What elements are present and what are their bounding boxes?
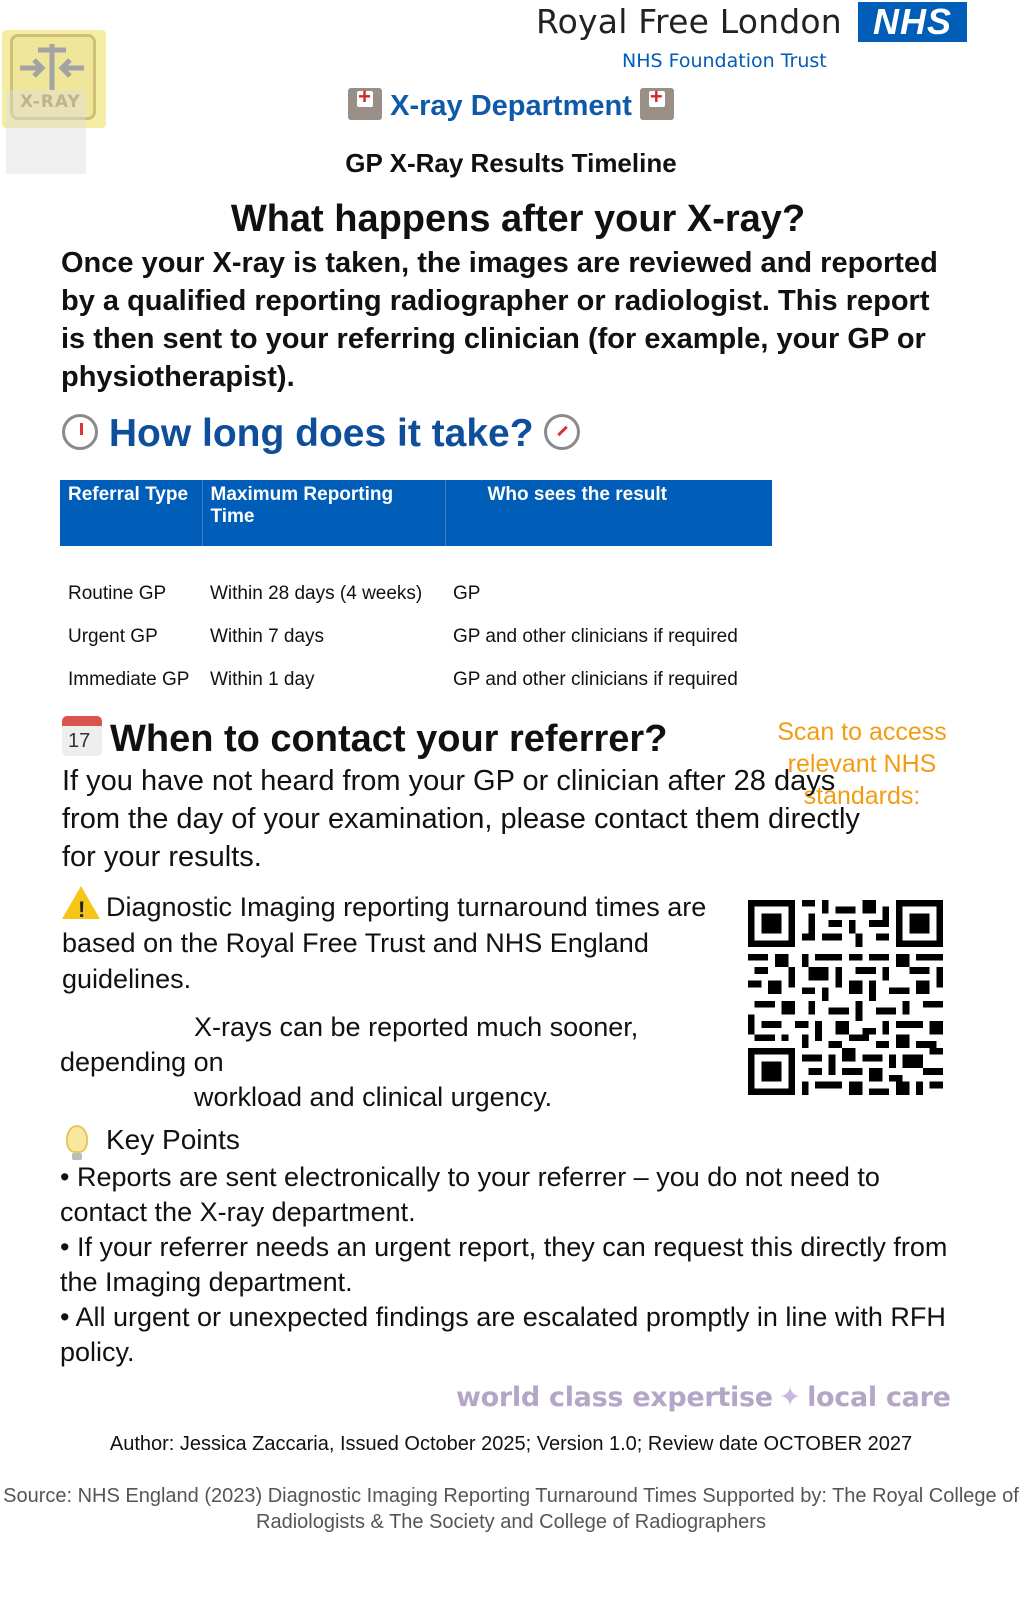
- scan-instruction: Scan to access relevant NHS standards:: [777, 718, 947, 810]
- sooner-note-line-1: X-rays can be reported much sooner,: [194, 1012, 639, 1042]
- table-cell: Within 7 days: [210, 625, 325, 647]
- table-cell: Immediate GP: [68, 668, 190, 690]
- key-points-heading: Key Points: [66, 1124, 240, 1156]
- when-contact-body: If you have not heard from your GP or clinician after 28 days from the day of your examination, please contact them directly for your results.: [62, 765, 860, 873]
- table-header: Referral Type: [60, 480, 202, 546]
- sooner-note-line-3: workload and clinical urgency.: [194, 1082, 553, 1112]
- sparkle-icon: ✦: [778, 1382, 802, 1413]
- when-contact-heading: 17 When to contact your referrer?: [62, 716, 667, 761]
- trust-tagline: world class expertise ✦ local care: [456, 1382, 951, 1413]
- table-row: [60, 546, 772, 615]
- hospital-icon: [640, 88, 674, 120]
- turnaround-notice: !Diagnostic Imaging reporting turnaround times are based on the Royal Free Trust and NHS England guidelines.: [62, 886, 742, 997]
- trust-name: Royal Free London: [536, 2, 842, 41]
- xray-logo-text: X-RAY: [20, 92, 81, 112]
- table-header: Maximum Reporting Time: [202, 480, 445, 546]
- table-cell: Within 28 days (4 weeks): [210, 582, 423, 604]
- what-happens-body: Once your X-ray is taken, the images are reviewed and reported by a qualified reporting radiographer or radiologist. This report is then sent to your referring clinician (for example, your GP or physiotherapist).: [61, 247, 938, 393]
- table-cell: GP and other clinicians if required: [453, 625, 738, 647]
- nhs-logo: NHS: [858, 2, 967, 42]
- table-row: [60, 615, 772, 658]
- department-title: +X-ray Department+: [0, 88, 1022, 123]
- table-cell: Routine GP: [68, 582, 167, 604]
- table-cell: GP: [453, 582, 481, 604]
- hospital-icon: [348, 88, 382, 120]
- list-item: • All urgent or unexpected findings are escalated promptly in line with RFH policy.: [60, 1302, 946, 1367]
- warning-icon: [62, 886, 100, 919]
- compass-icon: [544, 414, 580, 450]
- list-item: • Reports are sent electronically to your referrer – you do not need to contact the X-ray department.: [60, 1162, 880, 1227]
- table-cell: GP and other clinicians if required: [453, 668, 738, 690]
- list-item: • If your referrer needs an urgent report, they can request this directly from the Imaging department.: [60, 1232, 948, 1297]
- author-line: Author: Jessica Zaccaria, Issued October 2025; Version 1.0; Review date OCTOBER 2027: [109, 1433, 913, 1455]
- what-happens-heading: What happens after your X-ray?: [230, 198, 806, 240]
- how-long-heading: How long does it take?: [62, 412, 580, 456]
- trust-subtitle: NHS Foundation Trust: [622, 50, 827, 72]
- table-row: [60, 658, 772, 701]
- stopwatch-icon: [62, 414, 98, 450]
- source-line: Source: NHS England (2023) Diagnostic Imaging Reporting Turnaround Times Supported by: The Royal College of Radiologists & The Society and College of Radiographers: [3, 1485, 1019, 1533]
- reporting-time-table: [60, 480, 772, 701]
- sooner-note-line-2: depending on: [60, 1047, 224, 1077]
- table-cell: Urgent GP: [68, 625, 158, 647]
- key-points-list: [60, 1160, 960, 1370]
- calendar-icon: 17: [62, 716, 102, 756]
- qr-code[interactable]: [748, 900, 943, 1095]
- table-cell: Within 1 day: [210, 668, 315, 690]
- table-header: Who sees the result: [445, 480, 772, 546]
- lightbulb-icon: [66, 1125, 88, 1153]
- page-subtitle: GP X-Ray Results Timeline: [345, 148, 677, 178]
